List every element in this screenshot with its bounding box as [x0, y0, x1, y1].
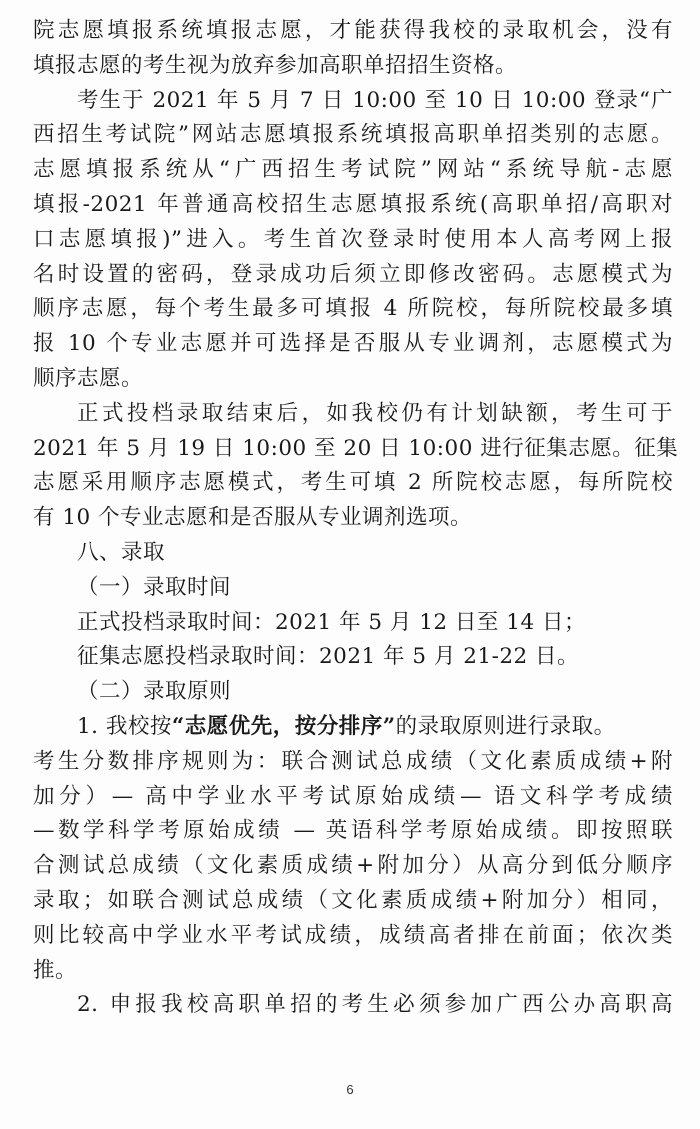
text-span: 1. 我校按 [77, 713, 172, 739]
text-line: 口志愿填报)”进入。考生首次登录时使用本人高考网上报 [33, 226, 673, 252]
text-line: 有 10 个专业志愿和是否服从专业调剂选项。 [33, 505, 473, 531]
text-line: 志愿填报系统从“广西招生考试院”网站“系统导航-志愿 [33, 157, 673, 183]
text-line: 征集志愿投档录取时间：2021 年 5 月 21-22 日。 [77, 644, 580, 670]
text-line: 填报志愿的考生视为放弃参加高职单招招生资格。 [33, 52, 518, 78]
text-line: 2021 年 5 月 19 日 10:00 至 20 日 10:00 进行征集志愿。征集 [33, 435, 679, 461]
text-line: 考生分数排序规则为：联合测试总成绩（文化素质成绩+附 [33, 748, 673, 774]
text-line: 合测试总成绩（文化素质成绩+附加分）从高分到低分顺序 [33, 853, 673, 879]
text-line: 名时设置的密码，登录成功后须立即修改密码。志愿模式为 [33, 261, 673, 287]
text-line: 西招生考试院”网站志愿填报系统填报高职单招类别的志愿。 [33, 122, 673, 148]
emphasis-text: “志愿优先，按分排序” [171, 713, 396, 739]
text-span: 的录取原则进行录取。 [395, 713, 616, 739]
text-line: 则比较高中学业水平考试成绩，成绩高者排在前面；依次类 [33, 922, 673, 948]
paragraph-start-line [33, 710, 673, 745]
text-line: —数学科学考原始成绩 — 英语科学考原始成绩。即按照联 [33, 818, 673, 844]
paragraph-start-line: 考生于 2021 年 5 月 7 日 10:00 至 10 日 10:00 登录“广 [77, 87, 673, 113]
text-line: 院志愿填报系统填报志愿，才能获得我校的录取机会，没有 [33, 18, 673, 43]
paragraph-start-line: 正式投档录取结束后，如我校仍有计划缺额，考生可于 [77, 400, 673, 426]
document-body [33, 14, 679, 1023]
text-line: 录取；如联合测试总成绩（文化素质成绩+附加分）相同， [33, 887, 673, 913]
text-line: 正式投档录取时间：2021 年 5 月 12 日至 14 日； [77, 609, 586, 635]
text-line: 填报-2021 年普通高校招生志愿填报系统(高职单招/高职对 [33, 191, 673, 217]
subsection-heading: （一）录取时间 [77, 574, 232, 600]
text-line: 推。 [33, 957, 78, 983]
section-heading: 八、录取 [77, 539, 166, 565]
text-line: 志愿采用顺序志愿模式，考生可填 2 所院校志愿，每所院校 [33, 470, 673, 496]
subsection-heading: （二）录取原则 [77, 679, 232, 705]
text-line: 报 10 个专业志愿并可选择是否服从专业调剂，志愿模式为 [33, 331, 673, 357]
page-number: 6 [346, 1082, 354, 1097]
text-line: 加分）— 高中学业水平考试原始成绩— 语文科学考成绩 [33, 783, 673, 809]
text-line: 顺序志愿，每个考生最多可填报 4 所院校，每所院校最多填 [33, 296, 673, 322]
text-line: 顺序志愿。 [33, 365, 144, 391]
paragraph-start-line: 2. 申报我校高职单招的考生必须参加广西公办高职高 [77, 992, 673, 1018]
